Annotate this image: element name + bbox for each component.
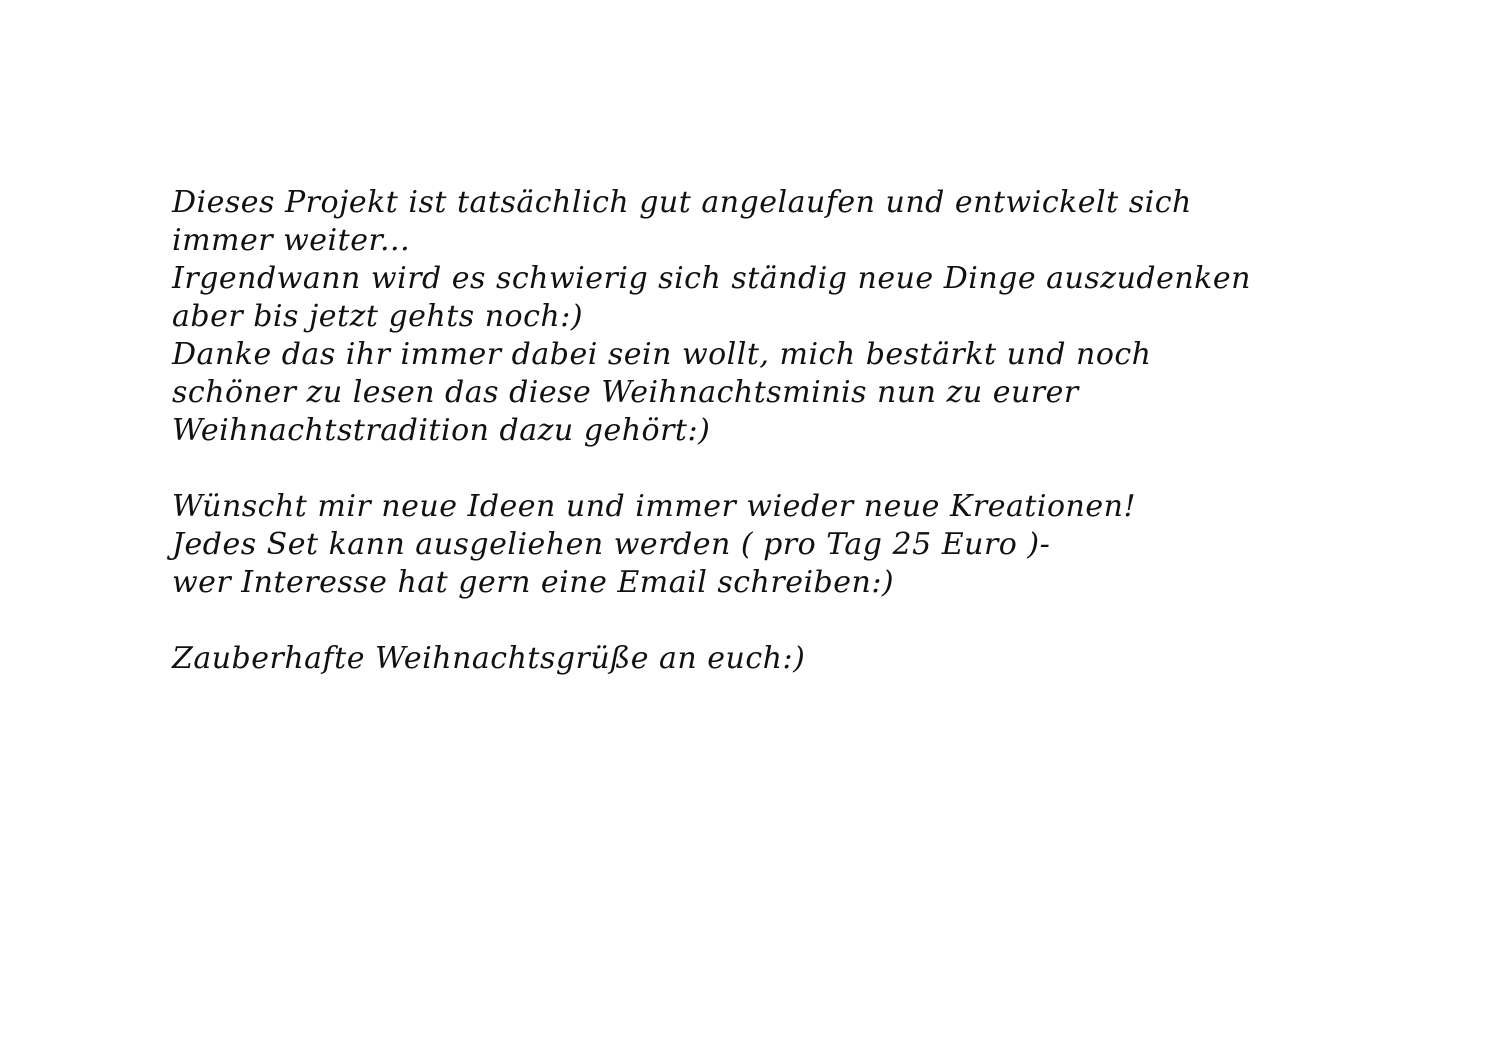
note-line: Jedes Set kann ausgeliehen werden ( pro Tag 25 Euro )-: [172, 527, 1051, 562]
note-paragraph-1: [172, 184, 1372, 450]
paragraph-spacer: [172, 602, 1372, 640]
note-line: Danke das ihr immer dabei sein wollt, mich bestärkt und noch: [172, 337, 1152, 372]
handwritten-note: [172, 184, 1372, 678]
note-line: Dieses Projekt ist tatsächlich gut angelaufen und entwickelt sich: [172, 185, 1192, 220]
note-paragraph-2: [172, 488, 1372, 602]
note-line: wer Interesse hat gern eine Email schreiben:): [172, 565, 895, 600]
paragraph-spacer: [172, 450, 1372, 488]
note-line: Zauberhafte Weihnachtsgrüße an euch:): [172, 641, 806, 676]
note-line: Wünscht mir neue Ideen und immer wieder neue Kreationen!: [172, 489, 1137, 524]
note-line: Irgendwann wird es schwierig sich ständig neue Dinge auszudenken: [172, 261, 1251, 296]
note-paragraph-3: [172, 640, 1372, 678]
note-line: aber bis jetzt gehts noch:): [172, 299, 584, 334]
note-line: schöner zu lesen das diese Weihnachtsminis nun zu eurer: [172, 375, 1079, 410]
note-line: immer weiter...: [172, 223, 411, 258]
note-line: Weihnachtstradition dazu gehört:): [172, 413, 711, 448]
